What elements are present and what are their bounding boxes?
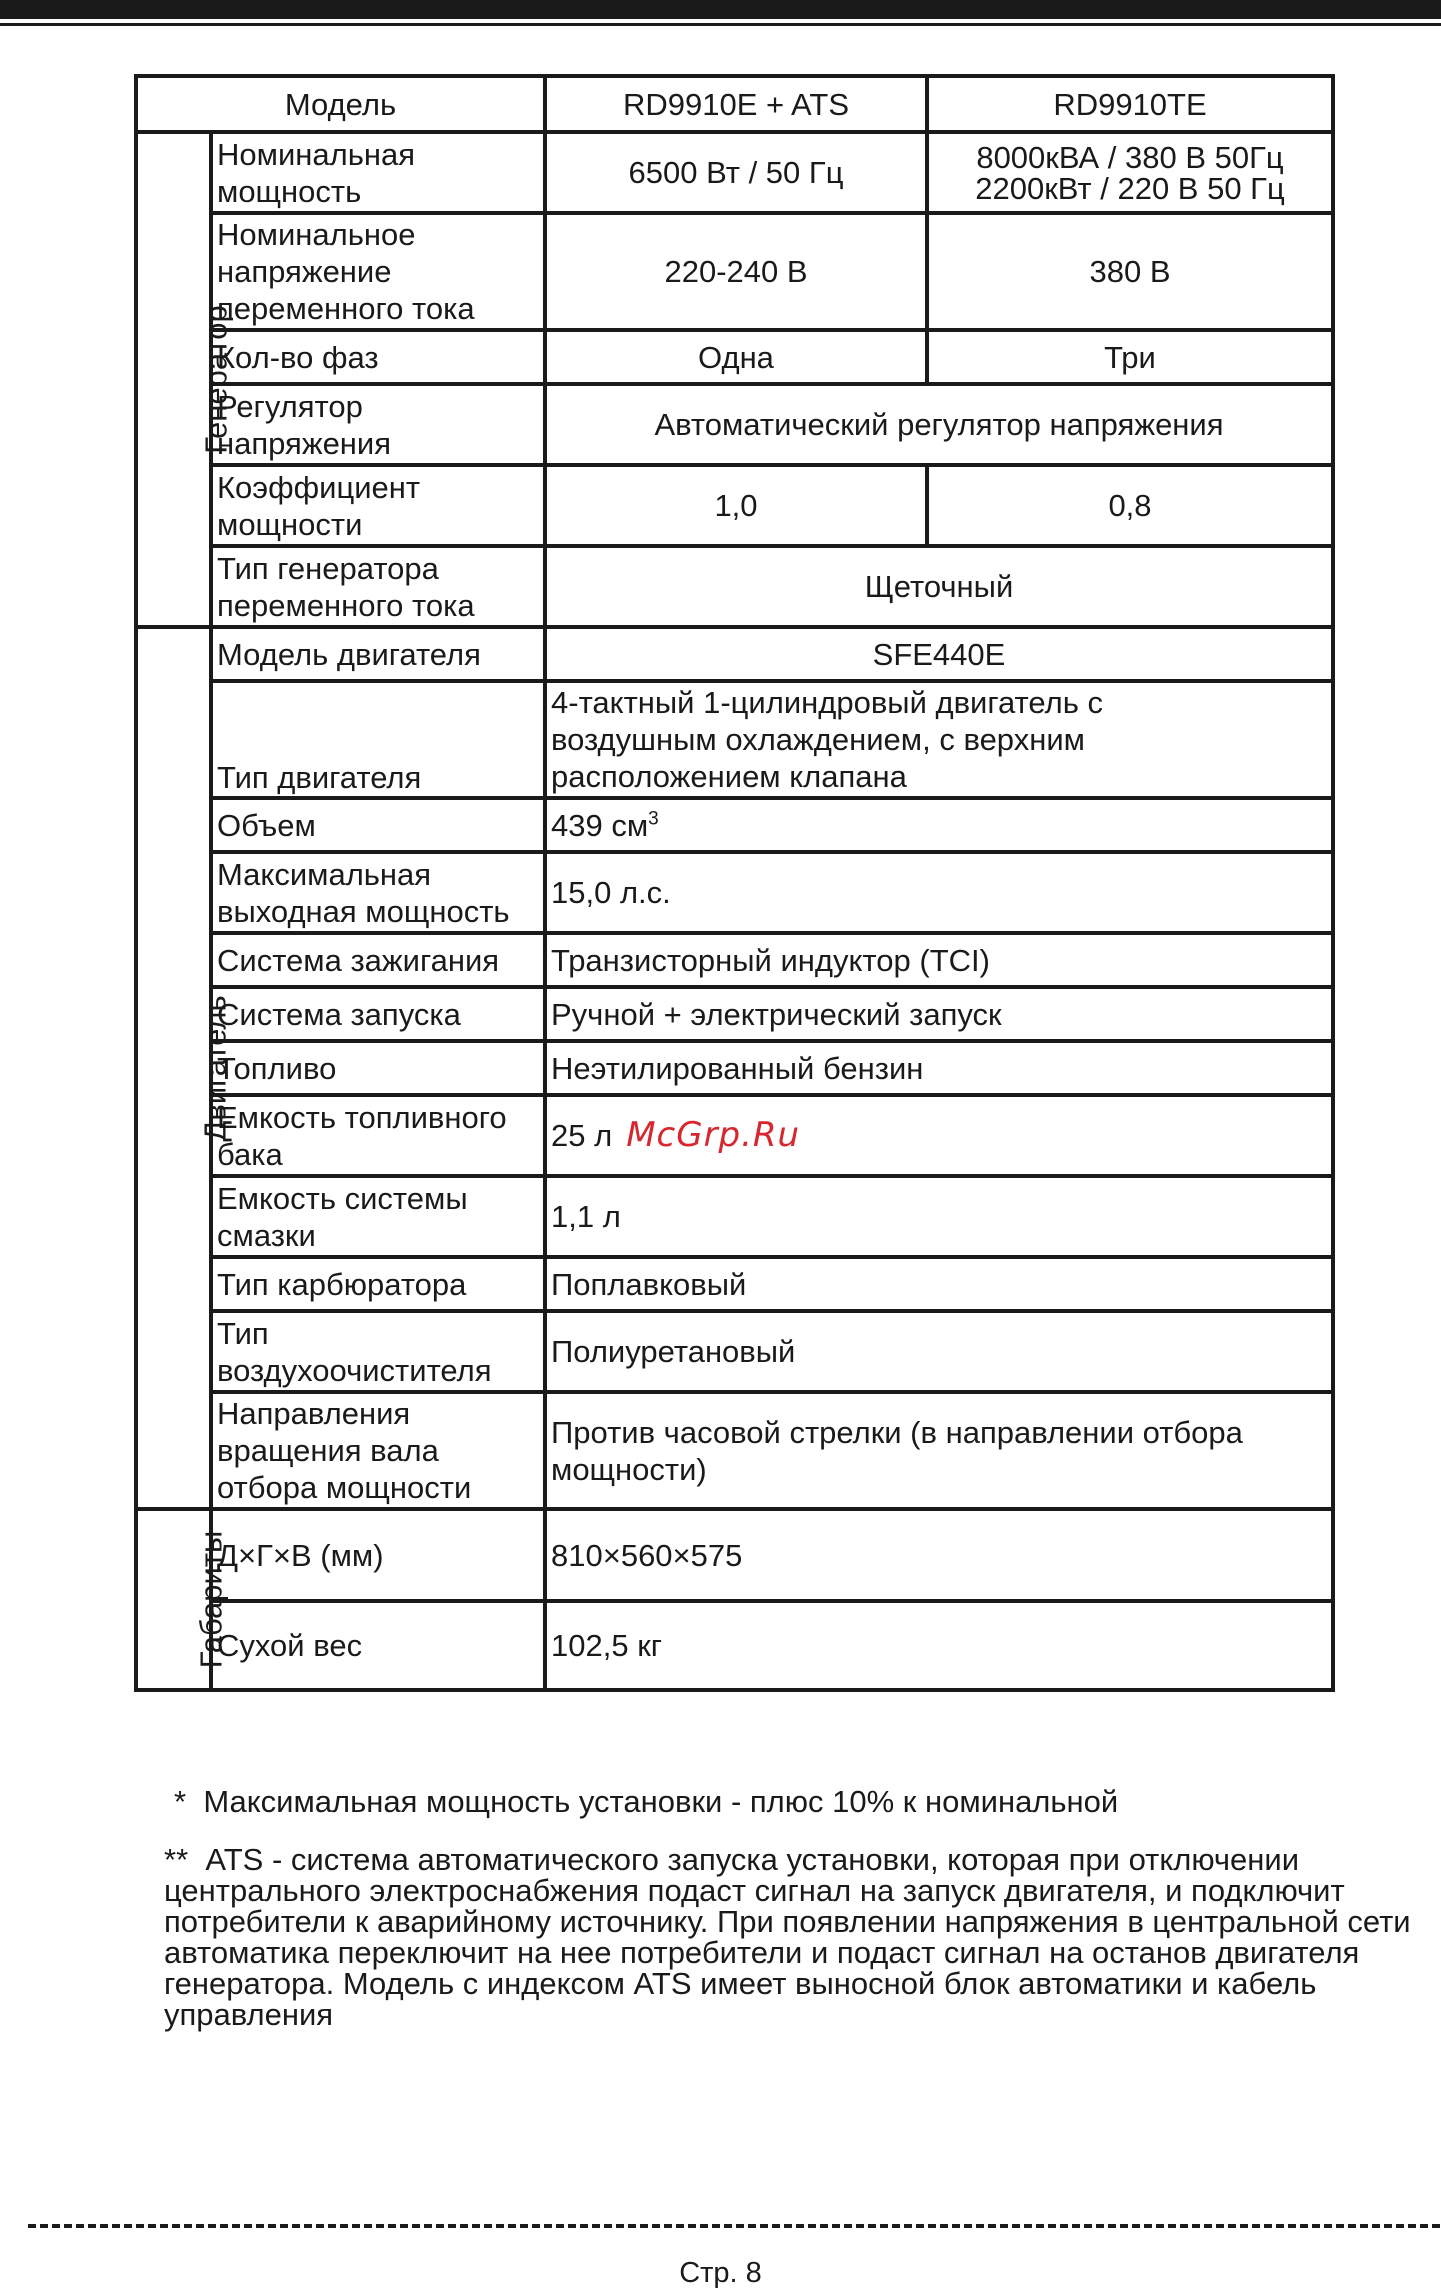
page-number: Стр. 8 <box>679 2257 762 2289</box>
footnote-2 <box>164 1844 1434 2030</box>
top-border-line <box>0 23 1441 26</box>
footnote-2-mark: ** <box>164 1842 189 1877</box>
spec-table <box>134 74 1335 1692</box>
engine-model-value: SFE440E <box>545 627 1333 681</box>
rated-voltage-col2: 380 В <box>927 213 1333 330</box>
table-row <box>136 1095 1333 1176</box>
footnotes <box>164 1786 1434 2030</box>
phases-col2: Три <box>927 330 1333 384</box>
label-ignition: Система зажигания <box>211 933 545 987</box>
engine-type-value: 4-тактный 1-цилиндровый двигатель с воздушным охлаждением, с верхним расположением клапана <box>545 681 1333 798</box>
label-power-factor: Коэффициент мощности <box>211 465 545 546</box>
rated-power-col1: 6500 Вт / 50 Гц <box>545 132 927 213</box>
table-row <box>136 132 1333 213</box>
label-alternator-type: Тип генератора переменного тока <box>211 546 545 627</box>
phases-col1: Одна <box>545 330 927 384</box>
table-row <box>136 1509 1333 1601</box>
label-size: Д×Г×В (мм) <box>211 1509 545 1601</box>
displacement-number: 439 см <box>551 807 649 843</box>
table-row <box>136 1601 1333 1690</box>
table-header-row <box>136 76 1333 132</box>
top-border-bar <box>0 0 1441 19</box>
carburetor-value: Поплавковый <box>545 1257 1333 1311</box>
header-model: Модель <box>136 76 545 132</box>
label-weight: Сухой вес <box>211 1601 545 1690</box>
rated-power-col2 <box>927 132 1333 213</box>
footnote-1-mark: * <box>174 1784 187 1819</box>
weight-value: 102,5 кг <box>545 1601 1333 1690</box>
starting-value: Ручной + электрический запуск <box>545 987 1333 1041</box>
tank-volume: 25 л <box>551 1118 613 1153</box>
table-row <box>136 1392 1333 1509</box>
fuel-value: Неэтилированный бензин <box>545 1041 1333 1095</box>
size-value: 810×560×575 <box>545 1509 1333 1601</box>
table-row <box>136 852 1333 933</box>
header-col2: RD9910TE <box>927 76 1333 132</box>
label-rotation: Направления вращения вала отбора мощности <box>211 1392 545 1509</box>
air-filter-value: Полиуретановый <box>545 1311 1333 1392</box>
rotation-value: Против часовой стрелки (в направлении отбора мощности) <box>545 1392 1333 1509</box>
regulator-value: Автоматический регулятор напряжения <box>545 384 1333 465</box>
max-power-value: 15,0 л.с. <box>545 852 1333 933</box>
table-row <box>136 213 1333 330</box>
table-row <box>136 1176 1333 1257</box>
rated-voltage-col1: 220-240 В <box>545 213 927 330</box>
table-row <box>136 465 1333 546</box>
label-rated-voltage: Номинальное напряжение переменного тока <box>211 213 545 330</box>
footnote-2-text: ATS - система автоматического запуска установки, которая при отключении центрального электроснабжения подаст сигнал на запуск двигателя, и подключит потребители к аварийному источнику. При появлении напряжения в центральной сети автоматика переключит на нее потребители и подаст сигнал на останов двигателя генератора. Модель с индексом ATS имеет выносной блок автоматики и кабель управления <box>164 1842 1411 2032</box>
label-displacement: Объем <box>211 798 545 852</box>
label-starting: Система запуска <box>211 987 545 1041</box>
footnote-1 <box>174 1786 1434 1817</box>
section-dimensions <box>136 1509 229 1690</box>
label-fuel: Топливо <box>211 1041 545 1095</box>
table-row <box>136 546 1333 627</box>
ignition-value: Транзисторный индуктор (TCI) <box>545 933 1333 987</box>
label-engine-model: Модель двигателя <box>211 627 545 681</box>
header-col1: RD9910E + ATS <box>545 76 927 132</box>
section-engine-label: Двигатель <box>197 994 233 1142</box>
table-row <box>136 1311 1333 1392</box>
section-generator-label: Генератор <box>198 305 234 454</box>
table-row <box>136 627 1333 681</box>
label-oil: Емкость системы смазки <box>211 1176 545 1257</box>
label-rated-power: Номинальная мощность <box>211 132 545 213</box>
table-row <box>136 1041 1333 1095</box>
tank-value <box>545 1095 1333 1176</box>
table-row <box>136 681 1333 798</box>
label-tank: Емкость топливного бака <box>211 1095 545 1176</box>
footnote-1-text: Максимальная мощность установки - плюс 10% к номинальной <box>203 1784 1119 1819</box>
label-engine-type: Тип двигателя <box>211 681 545 798</box>
table-row <box>136 330 1333 384</box>
label-phases: Кол-во фаз <box>211 330 545 384</box>
section-engine <box>136 627 233 1509</box>
label-max-power: Максимальная выходная мощность <box>211 852 545 933</box>
table-row <box>136 987 1333 1041</box>
table-row <box>136 933 1333 987</box>
power-factor-col1: 1,0 <box>545 465 927 546</box>
table-row <box>136 1257 1333 1311</box>
table-row <box>136 384 1333 465</box>
alternator-type-value: Щеточный <box>545 546 1333 627</box>
watermark: McGrp.Ru <box>626 1115 801 1155</box>
rated-power-col2-line1: 8000кВА / 380 В 50Гц <box>976 139 1284 175</box>
section-generator <box>136 132 234 627</box>
table-row <box>136 798 1333 852</box>
section-dimensions-label: Габариты <box>193 1530 229 1669</box>
label-regulator: Регулятор напряжения <box>211 384 545 465</box>
label-carburetor: Тип карбюратора <box>211 1257 545 1311</box>
displacement-unit-exponent: 3 <box>648 808 659 830</box>
displacement-value <box>545 798 1333 852</box>
rated-power-col2-line2: 2200кВт / 220 В 50 Гц <box>975 170 1285 206</box>
power-factor-col2: 0,8 <box>927 465 1333 546</box>
footer-divider <box>28 2224 1440 2228</box>
label-air-filter: Тип воздухоочистителя <box>211 1311 545 1392</box>
oil-value: 1,1 л <box>545 1176 1333 1257</box>
